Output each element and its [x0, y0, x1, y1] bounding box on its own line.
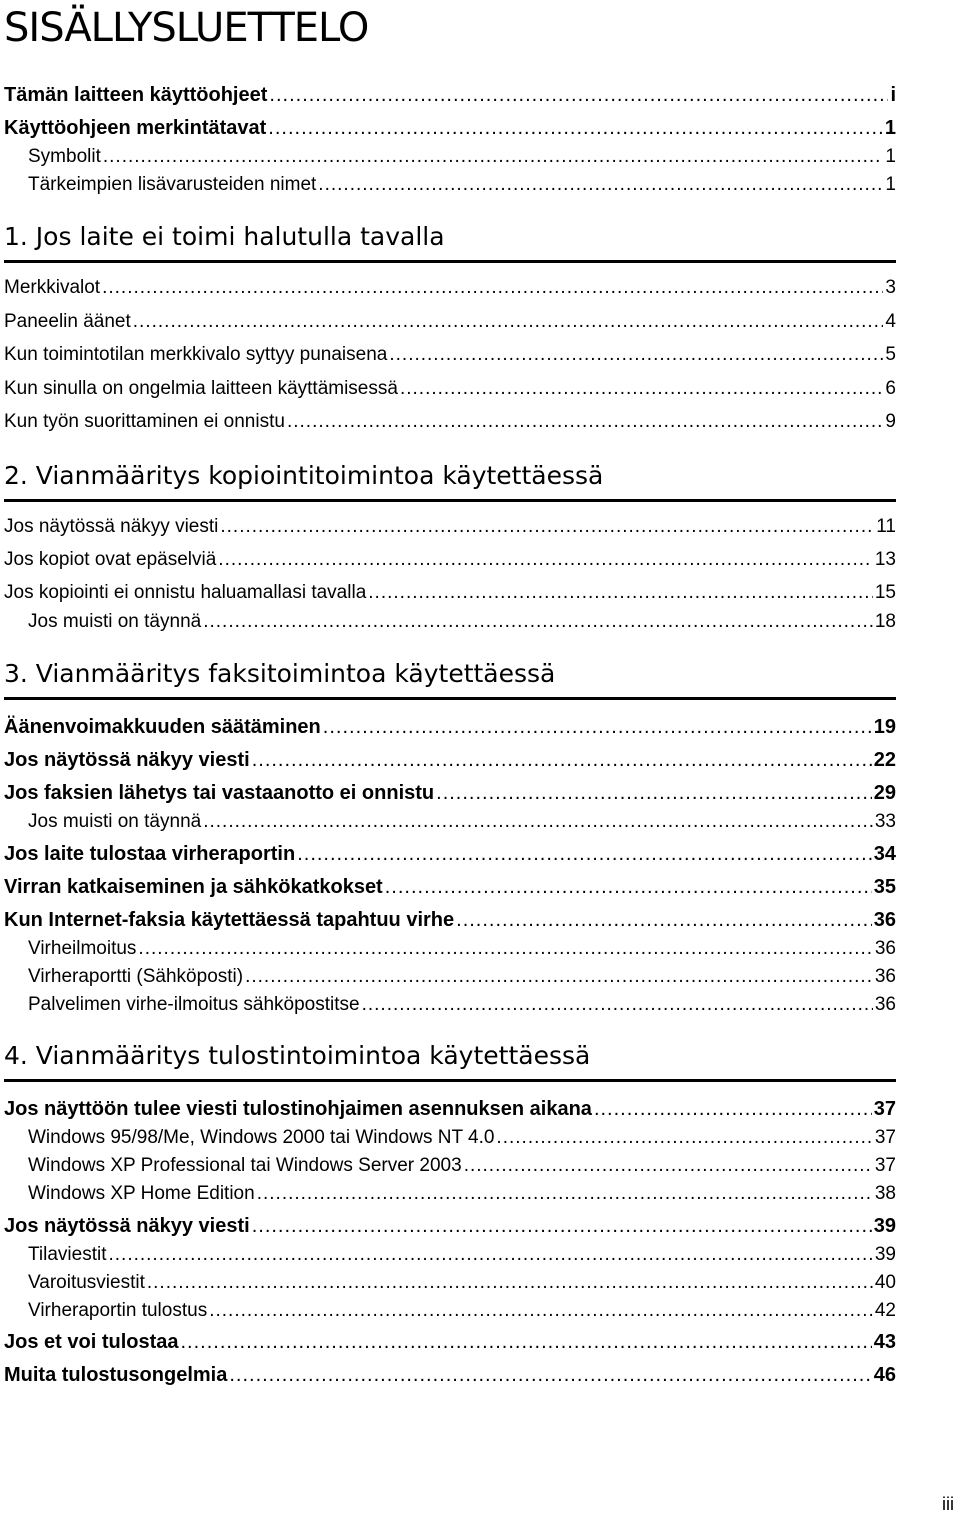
leader-dots — [257, 1179, 873, 1209]
toc-entry-title: Muita tulostusongelmia — [4, 1364, 228, 1386]
toc-entry[interactable] — [28, 1268, 896, 1298]
toc-entry[interactable] — [28, 1123, 896, 1153]
toc-entry-title: Windows 95/98/Me, Windows 2000 tai Windows NT 4.0 — [28, 1127, 495, 1148]
leader-dots — [456, 905, 872, 935]
leader-dots — [464, 1151, 873, 1181]
toc-entry-page: 36 — [874, 994, 896, 1015]
toc-entry[interactable] — [28, 962, 896, 992]
page-title: SISÄLLYSLUETTELO — [4, 5, 369, 51]
toc-entry-page: 4 — [885, 311, 896, 332]
toc-entry[interactable] — [4, 745, 896, 775]
toc-entry[interactable] — [28, 1179, 896, 1209]
toc-entry[interactable] — [4, 839, 896, 869]
leader-dots — [436, 778, 872, 808]
leader-dots — [362, 990, 873, 1020]
toc-entry-title: Virheraportin tulostus — [28, 1300, 208, 1321]
leader-dots — [108, 1240, 872, 1270]
leader-dots — [102, 273, 883, 303]
toc-entry[interactable] — [28, 1151, 896, 1181]
toc-entry-title: Kun toimintotilan merkkivalo syttyy punaisena — [4, 344, 388, 365]
toc-entry-title: Jos kopiointi ei onnistu haluamallasi tavalla — [4, 582, 367, 603]
toc-entry[interactable] — [28, 934, 896, 964]
toc-entry-title: Jos näytössä näkyy viesti — [4, 1215, 250, 1237]
toc-entry-title: Kun sinulla on ongelmia laitteen käyttämisessä — [4, 378, 398, 399]
toc-entry-title: Varoitusviestit — [28, 1272, 145, 1293]
toc-entry-page: 43 — [873, 1331, 896, 1353]
toc-entry-page: 34 — [873, 843, 896, 865]
toc-entry[interactable] — [28, 1296, 896, 1326]
toc-entry-page: 22 — [873, 749, 896, 771]
toc-entry[interactable] — [4, 1094, 896, 1124]
leader-dots — [268, 113, 883, 143]
toc-entry-title: Virheraportti (Sähköposti) — [28, 966, 244, 987]
toc-entry-page: 39 — [873, 1215, 896, 1237]
toc-entry-title: Virran katkaiseminen ja sähkökatkokset — [4, 876, 383, 898]
toc-entry-page: 11 — [876, 516, 896, 537]
leader-dots — [400, 374, 883, 404]
section-heading: 4. Vianmääritys tulostintoimintoa käytettäessä — [4, 1041, 896, 1082]
toc-entry-title: Jos laite tulostaa virheraportin — [4, 843, 296, 865]
leader-dots — [229, 1360, 871, 1390]
toc-entry-page: 40 — [874, 1272, 896, 1293]
toc-entry-title: Symbolit — [28, 146, 101, 167]
toc-entry-page: 29 — [873, 782, 896, 804]
toc-entry[interactable] — [4, 778, 896, 808]
toc-entry-page: 3 — [885, 277, 896, 298]
leader-dots — [218, 545, 873, 575]
toc-entry-page: 36 — [874, 938, 896, 959]
toc-entry-page: 1 — [885, 174, 896, 195]
toc-entry-page: 33 — [874, 811, 896, 832]
leader-dots — [138, 934, 872, 964]
toc-entry-page: 37 — [874, 1155, 896, 1176]
toc-entry-page: 9 — [885, 411, 896, 432]
toc-entry-page: 35 — [873, 876, 896, 898]
toc-entry-title: Kun työn suorittaminen ei onnistu — [4, 411, 285, 432]
leader-dots — [389, 340, 883, 370]
leader-dots — [323, 712, 872, 742]
leader-dots — [385, 872, 872, 902]
toc-entry-title: Käyttöohjeen merkintätavat — [4, 117, 267, 139]
toc-entry-title: Jos muisti on täynnä — [28, 811, 202, 832]
leader-dots — [269, 80, 888, 110]
toc-entry-page: 1 — [885, 146, 896, 167]
toc-entry[interactable] — [4, 578, 896, 608]
leader-dots — [203, 607, 873, 637]
leader-dots — [368, 578, 873, 608]
toc-entry-page: 46 — [873, 1364, 896, 1386]
toc-entry[interactable] — [4, 273, 896, 303]
toc-entry[interactable] — [28, 990, 896, 1020]
section-heading: 1. Jos laite ei toimi halutulla tavalla — [4, 222, 896, 263]
toc-entry-page: 6 — [885, 378, 896, 399]
leader-dots — [318, 170, 883, 200]
toc-entry-page: 42 — [874, 1300, 896, 1321]
toc-entry-page: 36 — [873, 909, 896, 931]
toc-entry[interactable] — [4, 872, 896, 902]
toc-entry-page: 15 — [874, 582, 896, 603]
toc-entry[interactable] — [4, 80, 896, 110]
toc-entry-title: Jos kopiot ovat epäselviä — [4, 549, 217, 570]
section-heading: 2. Vianmääritys kopiointitoimintoa käytettäessä — [4, 461, 896, 502]
toc-entry-title: Windows XP Professional tai Windows Server 2003 — [28, 1155, 462, 1176]
toc-entry[interactable] — [4, 1327, 896, 1357]
section-heading: 3. Vianmääritys faksitoimintoa käytettäessä — [4, 659, 896, 700]
toc-entry-page: i — [890, 84, 896, 106]
toc-entry[interactable] — [4, 307, 896, 337]
toc-entry[interactable] — [4, 340, 896, 370]
leader-dots — [209, 1296, 873, 1326]
toc-entry-title: Paneelin äänet — [4, 311, 131, 332]
toc-entry[interactable] — [28, 807, 896, 837]
toc-entry-title: Jos näyttöön tulee viesti tulostinohjaimen asennuksen aikana — [4, 1098, 592, 1120]
toc-entry[interactable] — [4, 1360, 896, 1390]
toc-entry-title: Jos näytössä näkyy viesti — [4, 749, 250, 771]
toc-entry[interactable] — [28, 170, 896, 200]
leader-dots — [181, 1327, 872, 1357]
toc-entry-page: 37 — [873, 1098, 896, 1120]
leader-dots — [245, 962, 873, 992]
toc-entry-page: 13 — [874, 549, 896, 570]
toc-entry-title: Jos muisti on täynnä — [28, 611, 202, 632]
leader-dots — [594, 1094, 872, 1124]
leader-dots — [496, 1123, 872, 1153]
leader-dots — [133, 307, 884, 337]
toc-entry-title: Jos näytössä näkyy viesti — [4, 516, 219, 537]
toc-entry-page: 37 — [874, 1127, 896, 1148]
toc-entry-title: Tilaviestit — [28, 1244, 107, 1265]
toc-entry[interactable] — [28, 1240, 896, 1270]
toc-entry[interactable] — [4, 712, 896, 742]
toc-entry-title: Äänenvoimakkuuden säätäminen — [4, 716, 321, 738]
toc-entry-title: Windows XP Home Edition — [28, 1183, 255, 1204]
toc-entry-page: 5 — [885, 344, 896, 365]
toc-entry-title: Jos et voi tulostaa — [4, 1331, 179, 1353]
toc-entry[interactable] — [4, 374, 896, 404]
toc-entry-page: 38 — [874, 1183, 896, 1204]
toc-entry[interactable] — [28, 607, 896, 637]
leader-dots — [203, 807, 873, 837]
toc-entry-title: Jos faksien lähetys tai vastaanotto ei onnistu — [4, 782, 435, 804]
toc-entry[interactable] — [4, 905, 896, 935]
leader-dots — [103, 142, 884, 172]
toc-entry-page: 36 — [874, 966, 896, 987]
toc-entry-title: Tämän laitteen käyttöohjeet — [4, 84, 268, 106]
toc-entry-page: 18 — [874, 611, 896, 632]
toc-entry-title: Virheilmoitus — [28, 938, 137, 959]
toc-entry-title: Tärkeimpien lisävarusteiden nimet — [28, 174, 317, 195]
toc-entry-title: Merkkivalot — [4, 277, 101, 298]
toc-entry[interactable] — [4, 512, 896, 542]
leader-dots — [147, 1268, 873, 1298]
toc-entry[interactable] — [4, 407, 896, 437]
toc-entry-title: Kun Internet-faksia käytettäessä tapahtuu virhe — [4, 909, 455, 931]
leader-dots — [220, 512, 874, 542]
page-number: iii — [942, 1494, 954, 1514]
toc-entry[interactable] — [4, 113, 896, 143]
toc-entry[interactable] — [28, 142, 896, 172]
toc-entry-title: Palvelimen virhe-ilmoitus sähköpostitse — [28, 994, 360, 1015]
leader-dots — [297, 839, 872, 869]
leader-dots — [252, 745, 872, 775]
toc-entry-page: 19 — [873, 716, 896, 738]
toc-entry[interactable] — [4, 545, 896, 575]
leader-dots — [287, 407, 883, 437]
toc-entry[interactable] — [4, 1211, 896, 1241]
leader-dots — [252, 1211, 872, 1241]
toc-entry-page: 39 — [874, 1244, 896, 1265]
toc-entry-page: 1 — [884, 117, 896, 139]
